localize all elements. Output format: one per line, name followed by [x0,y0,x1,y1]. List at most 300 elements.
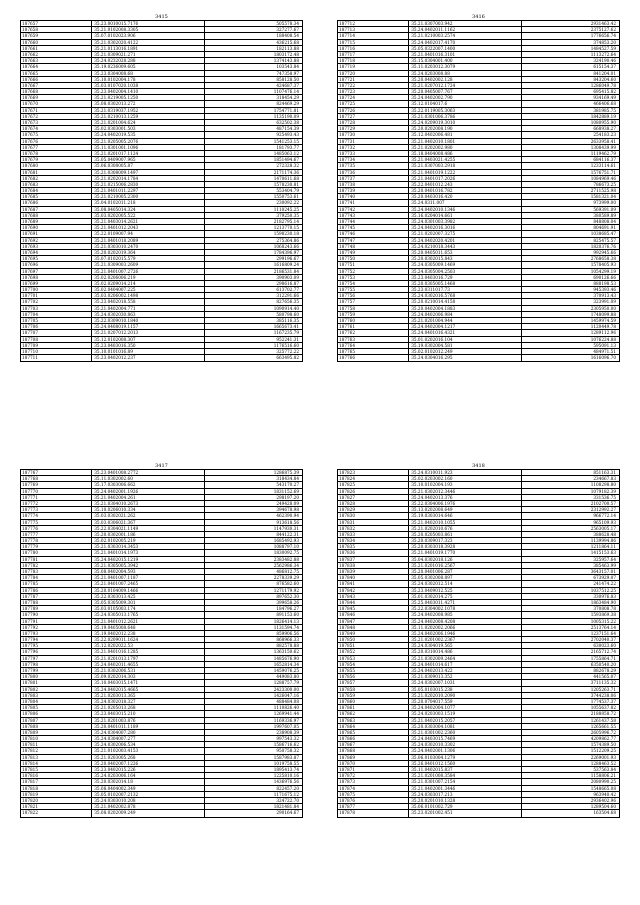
amount-cell: 2375127.62 [521,27,619,32]
record-number-cell: 187689 [22,219,38,224]
record-number-cell: 187681 [22,169,38,175]
record-number-cell: 187774 [22,513,38,519]
amount-cell: 3643157.01 [521,569,619,574]
amount-cell: 1820376.76 [521,244,619,249]
amount-cell: 466406.68 [521,101,619,106]
record-number-cell: 187812 [22,748,38,754]
record-number-cell: 187665 [22,70,38,76]
record-number-cell: 187847 [339,618,355,624]
record-number-cell: 187788 [22,599,38,605]
record-number-cell: 187831 [339,519,355,525]
code-cell: 35.05.0302008.897 [408,575,520,580]
page-number: 3416 [472,14,485,20]
amount-cell: 241474.22 [521,581,619,586]
code-cell: 35.20.0405011.653 [408,250,520,255]
record-number-cell: 187675 [22,132,38,138]
amount-cell: 841204.01 [521,71,619,76]
amount-cell: 1593869.38 [521,612,619,617]
record-number-cell: 187664 [22,64,38,70]
record-number-cell: 187830 [339,513,355,519]
code-cell: 35.21.0319037.1952 [91,108,203,113]
amount-cell: 424687.37 [204,83,302,88]
record-number-cell: 187668 [22,89,38,95]
amount-cell: 2513764.14 [521,625,619,630]
amount-cell: 449083.80 [204,674,302,679]
amount-cell: 1205263.71 [521,687,619,692]
amount-cell: 1158806.21 [521,773,619,778]
amount-cell: 188408.54 [204,33,302,38]
page-3418 [337,463,620,893]
code-cell: 35.21.0402001.3446 [408,786,520,791]
amount-cell: 822457.20 [204,786,302,791]
amount-cell: 1119462.79 [521,151,619,156]
amount-cell: 1598230.18 [204,231,302,236]
amount-cell: 1131594.74 [204,625,302,630]
code-cell: 35.17.0303006.662 [91,482,203,487]
code-cell: 35.03.0105003.174 [91,606,203,611]
record-number-cell: 187708 [22,336,38,342]
amount-cell: 1574389.50 [521,742,619,747]
record-number-cell: 187796 [22,649,38,655]
record-number-cell: 187751 [339,262,355,268]
amount-cell: 1120449.78 [521,324,619,329]
amount-cell: 747358.97 [204,71,302,76]
record-number-cell: 187795 [22,643,38,649]
code-cell: 35.21.0401016.3101 [408,52,520,57]
record-number-cell: 187729 [339,126,355,132]
code-cell: 35.11.0302002.60 [91,476,203,481]
record-number-cell: 187673 [22,120,38,125]
record-number-cell: 187858 [339,686,355,692]
record-number-cell: 187769 [22,482,38,488]
amount-cell: 997543.32 [204,736,302,741]
code-cell: 35.24.0402015.1219 [91,557,203,562]
record-number-cell: 187688 [22,212,38,218]
code-cell: 35.24.0209019.3010 [408,120,520,125]
record-number-cell: 187822 [22,810,38,816]
amount-cell: 272328.32 [204,163,302,168]
amount-cell: 324722.70 [204,798,302,803]
record-number-cell: 187696 [22,262,38,268]
amount-cell: 462390.94 [204,513,302,518]
amount-cell: 399658.26 [204,600,302,605]
amount-cell: 1755864.71 [521,656,619,661]
record-number-cell: 187771 [22,494,38,500]
record-number-cell: 187852 [339,649,355,655]
amount-cell: 1054299.19 [521,269,619,274]
code-cell: 35.22.0209011.1624 [91,637,203,642]
amount-cell: 882578.88 [204,643,302,648]
record-number-cell: 187674 [22,126,38,132]
amount-cell: 2186531.84 [204,269,302,274]
code-cell: 35.22.0303013.425 [91,594,203,599]
record-number-cell: 187857 [339,680,355,686]
amount-cell: 330976.83 [521,594,619,599]
code-cell: 35.24.0402004.1217 [408,324,520,329]
amount-cell: 331536.75 [521,495,619,500]
amount-cell: 888198.53 [521,281,619,286]
record-number-cell: 187851 [339,643,355,649]
record-number-cell: 187867 [339,742,355,748]
record-number-cell: 187701 [22,293,38,299]
record-number-cell: 187836 [339,550,355,556]
code-cell: 35.11.0402015.837 [408,767,520,772]
amount-cell: 1748099.88 [521,312,619,317]
code-cell: 35.21.0202014.1784 [91,176,203,181]
record-number-cell: 187695 [22,256,38,262]
record-number-cell: 187772 [22,500,38,506]
record-number-cell: 187713 [339,27,355,33]
code-cell: 35.19.0302004.581 [408,343,520,348]
code-cell: 35.21.0401012.2043 [91,225,203,230]
record-number-cell: 187856 [339,674,355,680]
code-cell: 35.24.0303017.213 [408,792,520,797]
amount-cell: 1541253.15 [204,139,302,144]
record-number-cell: 187773 [22,507,38,513]
code-cell: 35.24.0304019.565 [408,643,520,648]
code-cell: 35.21.0401011.2297 [91,188,203,193]
amount-cell: 1616809.24 [204,262,302,267]
code-cell: 35.20.0405007.767 [408,89,520,94]
amount-cell: 952241.31 [204,337,302,342]
amount-cell: 1147930.31 [204,526,302,531]
record-number-cell: 187765 [339,348,355,354]
code-cell: 35.24.0311.007 [408,200,520,205]
code-cell: 35.21.0203005.268 [91,755,203,760]
amount-cell: 632502.38 [204,120,302,125]
table-row [21,810,302,816]
amount-cell: 925493.43 [204,132,302,137]
amount-cell: 3711135.32 [521,680,619,685]
code-cell: 35.21.0401012.2621 [91,619,203,624]
amount-cell: 1288757.79 [204,680,302,685]
record-number-cell: 187842 [339,587,355,593]
amount-cell: 2188858.72 [521,711,619,716]
amount-cell: 684116.37 [521,157,619,162]
code-cell: 35.24.0402010.1346 [408,207,520,212]
code-cell: 35.24.0403015.7469 [408,736,520,741]
amount-cell: 1415153.63 [521,550,619,555]
record-number-cell: 187808 [22,723,38,729]
code-cell: 35.08.0402004.593 [91,569,203,574]
amount-cell: 1037512.25 [521,588,619,593]
code-cell: 35.07.0102023.906 [91,33,203,38]
code-cell: 35.08.0404002.349 [91,786,203,791]
amount-cell: 298197.20 [204,495,302,500]
record-number-cell: 187803 [22,692,38,698]
record-number-cell: 187785 [22,581,38,587]
amount-cell: 1019758.55 [204,761,302,766]
code-cell: 35.20.0303004.1081 [408,724,520,729]
code-cell: 35.24.0402011.4655 [91,662,203,667]
record-number-cell: 187749 [339,249,355,255]
record-number-cell: 187754 [339,280,355,286]
code-cell: 35.21.0201002.2367 [408,637,520,642]
record-number-cell: 187875 [339,791,355,797]
code-cell: 35.24.0305009.1469 [408,262,520,267]
record-number-cell: 187677 [22,144,38,150]
amount-cell: 1895413.74 [204,767,302,772]
record-number-cell: 187793 [22,630,38,636]
amount-cell: 370808.78 [521,606,619,611]
code-cell: 35.20.0402004.1883 [408,306,520,311]
record-number-cell: 187685 [22,194,38,200]
code-cell: 35.21.0201016.2567 [408,563,520,568]
code-cell: 35.01.0202016.104 [408,337,520,342]
record-number-cell: 187839 [339,569,355,574]
amount-cell: 934169.49 [521,95,619,100]
record-number-cell: 187757 [339,299,355,305]
code-cell: 35.20.0202008.190 [408,126,520,131]
record-number-cell: 187660 [22,39,38,45]
code-cell: 35.24.0304016.295 [408,355,520,361]
record-number-cell: 187752 [339,268,355,274]
code-cell: 35.20.0202019.364 [91,250,203,255]
code-cell: 35.20.0401016.782 [408,188,520,193]
code-cell: 35.20.0401011.1189 [91,724,203,729]
record-number-cell: 187805 [22,705,38,711]
code-cell: 35.24.0401014.617 [408,662,520,667]
code-cell: 35.21.0201004.944 [408,318,520,323]
record-number-cell: 187727 [339,113,355,119]
record-number-cell: 187854 [339,661,355,667]
amount-cell: 2383482.88 [204,557,302,562]
record-number-cell: 187712 [339,21,355,26]
code-cell: 35.21.0301002.2360 [408,730,520,735]
record-number-cell: 187691 [22,231,38,237]
record-number-cell: 187745 [339,225,355,231]
amount-cell: 325772.22 [204,349,302,354]
amount-cell: 1108298.80 [521,482,619,487]
record-number-cell: 187726 [339,107,355,113]
code-cell: 35.12.0202022.53 [91,643,203,648]
code-cell: 35.24.0305004.2503 [408,269,520,274]
code-cell: 35.09.0202014.303 [91,674,203,679]
code-cell: 35.02.0206006.219 [91,275,203,280]
record-number-cell: 187815 [22,767,38,772]
record-number-cell: 187753 [339,274,355,280]
record-number-cell: 187861 [339,705,355,711]
record-number-cell: 187809 [22,729,38,735]
record-number-cell: 187835 [339,544,355,550]
code-cell: 35.24.0305013.1765 [91,612,203,617]
record-number-cell: 187739 [339,188,355,194]
amount-cell: 1997607.05 [204,724,302,729]
amount-cell: 379250.35 [204,213,302,218]
amount-cell: 3744238.06 [521,693,619,698]
amount-cell: 275364.86 [204,238,302,243]
page-number: 3417 [155,463,168,469]
record-number-cell: 187746 [339,231,355,237]
amount-cell: 1470611.68 [204,176,302,181]
code-cell: 35.24.0304007.277 [91,736,203,741]
code-cell: 35.21.0402004.771 [91,306,203,311]
amount-cell: 844122.31 [204,532,302,537]
code-cell: 35.08.0405014.324 [91,207,203,212]
amount-cell: 595091.13 [521,343,619,348]
amount-cell: 1265661.55 [521,724,619,729]
record-number-cell: 187775 [22,519,38,525]
code-cell: 35.18.0404008.486 [408,151,520,156]
amount-cell: 2702040.37 [521,637,619,642]
record-number-cell: 187770 [22,488,38,494]
code-cell: 35.19.0236009.605 [91,64,203,69]
amount-cell: 882678.29 [521,668,619,673]
record-number-cell: 187731 [339,138,355,144]
record-number-cell: 187766 [339,355,355,361]
code-cell: 35.03.0302021.262 [91,513,203,518]
code-cell: 35.24.0302007.1031 [408,680,520,685]
code-cell: 35.21.0402010.1055 [408,520,520,525]
record-number-cell: 187762 [339,330,355,336]
record-number-cell: 187755 [339,287,355,293]
code-cell: 35.23.0402012.237 [91,355,203,361]
code-cell: 35.21.0201004.624 [91,120,203,125]
page-3416 [337,14,620,444]
code-cell: 35.24.0402013.376 [408,495,520,500]
amount-cell: 2305950.00 [521,306,619,311]
amount-cell: 569391.09 [521,207,619,212]
amount-cell: 613702.77 [204,287,302,292]
amount-cell: 1616096.70 [521,355,619,361]
record-number-cell: 187811 [22,742,38,748]
record-number-cell: 187799 [22,668,38,673]
code-cell: 35.21.0401019.1770 [408,550,520,555]
amount-cell: 950758.32 [204,748,302,753]
code-cell: 35.22.0304021.1149 [91,526,203,531]
amount-cell: 1005315.22 [521,619,619,624]
amount-cell: 2633958.41 [521,139,619,144]
code-cell: 35.22.0304006.1976 [408,501,520,506]
code-cell: 35.10.0206010.334 [91,507,203,512]
record-number-cell: 187833 [339,531,355,537]
record-number-cell: 187736 [339,169,355,175]
record-number-cell: 187718 [339,58,355,64]
record-number-cell: 187693 [22,243,38,249]
page-3417 [20,463,303,893]
code-cell: 35.24.0402011.1162 [408,27,520,32]
amount-cell: 1485063.12 [204,151,302,156]
record-number-cell: 187705 [22,318,38,323]
code-cell: 35.24.0402013.422 [408,668,520,673]
record-number-cell: 187728 [339,120,355,125]
amount-cell: 388628.48 [521,532,619,537]
code-cell: 35.12.0102008.307 [91,337,203,342]
record-number-cell: 187777 [22,531,38,537]
record-number-cell: 187790 [22,612,38,618]
record-number-cell: 187763 [339,336,355,342]
amount-cell: 913618.56 [204,520,302,525]
code-cell: 35.21.0309021.271 [91,52,203,57]
record-number-cell: 187791 [22,618,38,624]
code-cell: 35.21.0307003.2918 [408,163,520,168]
record-number-cell: 187843 [339,593,355,599]
table-row [21,355,302,361]
amount-cell: 390903.09 [204,275,302,280]
amount-cell: 1308439.99 [521,145,619,150]
amount-cell: 163504.68 [521,810,619,816]
record-number-cell: 187787 [22,593,38,599]
record-number-cell: 187876 [339,797,355,803]
amount-cell: 537563.84 [521,767,619,772]
amount-cell: 663495.82 [204,355,302,361]
record-number-cell: 187720 [339,70,355,76]
record-number-cell: 187786 [22,587,38,593]
code-cell: 35.04.0102011.218 [91,200,203,205]
record-number-cell: 187818 [22,785,38,791]
code-cell: 35.21.0401007.2465 [91,581,203,586]
amount-cell: 858128.50 [204,77,302,82]
amount-cell: 1803172.48 [204,52,302,57]
code-cell: 35.10.0101016.89 [91,349,203,354]
record-number-cell: 187821 [22,804,38,810]
code-cell: 35.24.0203006.164 [91,773,203,778]
amount-cell: 827656.35 [204,299,302,304]
record-number-cell: 187760 [339,318,355,323]
record-number-cell: 187806 [22,711,38,717]
table-row [338,355,619,361]
code-cell: 35.21.0102003.4153 [91,748,203,753]
record-number-cell: 187864 [339,723,355,729]
amount-cell: 963940.42 [521,792,619,797]
record-number-cell: 187733 [339,150,355,156]
amount-cell: 1167235.79 [204,330,302,335]
record-number-cell: 187672 [22,113,38,119]
record-number-cell: 187692 [22,237,38,243]
code-cell: 35.07.0102015.579 [91,256,203,261]
amount-cell: 1426047.16 [204,693,302,698]
record-number-cell: 187829 [339,507,355,513]
record-number-cell: 187761 [339,324,355,330]
record-number-cell: 187848 [339,624,355,630]
code-cell: 35.02.0209014.214 [91,281,203,286]
code-cell: 35.24.0302006.534 [91,742,203,747]
amount-cell: 1512209.25 [521,748,619,753]
amount-cell: 1261437.58 [521,718,619,723]
code-cell: 35.21.0302006.531 [91,668,203,673]
record-number-cell: 187702 [22,299,38,305]
code-cell: 35.24.0232028.288 [91,58,203,63]
code-cell: 35.21.0201008.3584 [408,773,520,778]
code-cell: 35.02.0203002.160 [408,476,520,481]
code-cell: 35.03.0202005.522 [91,213,203,218]
amount-cell: 2931463.42 [521,21,619,26]
record-number-cell: 187683 [22,181,38,187]
amount-cell: 385463.99 [521,563,619,568]
record-number-cell: 187659 [22,33,38,39]
record-number-cell: 187725 [339,101,355,107]
amount-cell: 2563005.17 [521,526,619,531]
code-cell: 35.21.0401017.2026 [408,176,520,181]
amount-cell: 695415.82 [521,89,619,94]
code-cell: 35.24.0402006.984 [408,312,520,317]
amount-cell: 897652.30 [204,594,302,599]
code-cell: 35.21.0303010.2470 [91,244,203,249]
record-number-cell: 187657 [22,21,38,26]
amount-cell: 1776656.74 [521,33,619,38]
record-number-cell: 187816 [22,773,38,779]
amount-cell: 1088797.10 [204,544,302,549]
amount-cell: 2605996.72 [521,730,619,735]
code-cell: 35.02.0102012.249 [408,349,520,354]
amount-cell: 184796.27 [204,606,302,611]
amount-cell: 325957.64 [521,557,619,562]
code-cell: 35.06.0103004.1279 [408,755,520,760]
amount-cell: 1090914.40 [204,306,302,311]
code-cell: 35.11.0301001.1096 [91,145,203,150]
amount-cell: 2165712.74 [521,649,619,654]
amount-cell: 1171675.12 [204,792,302,797]
